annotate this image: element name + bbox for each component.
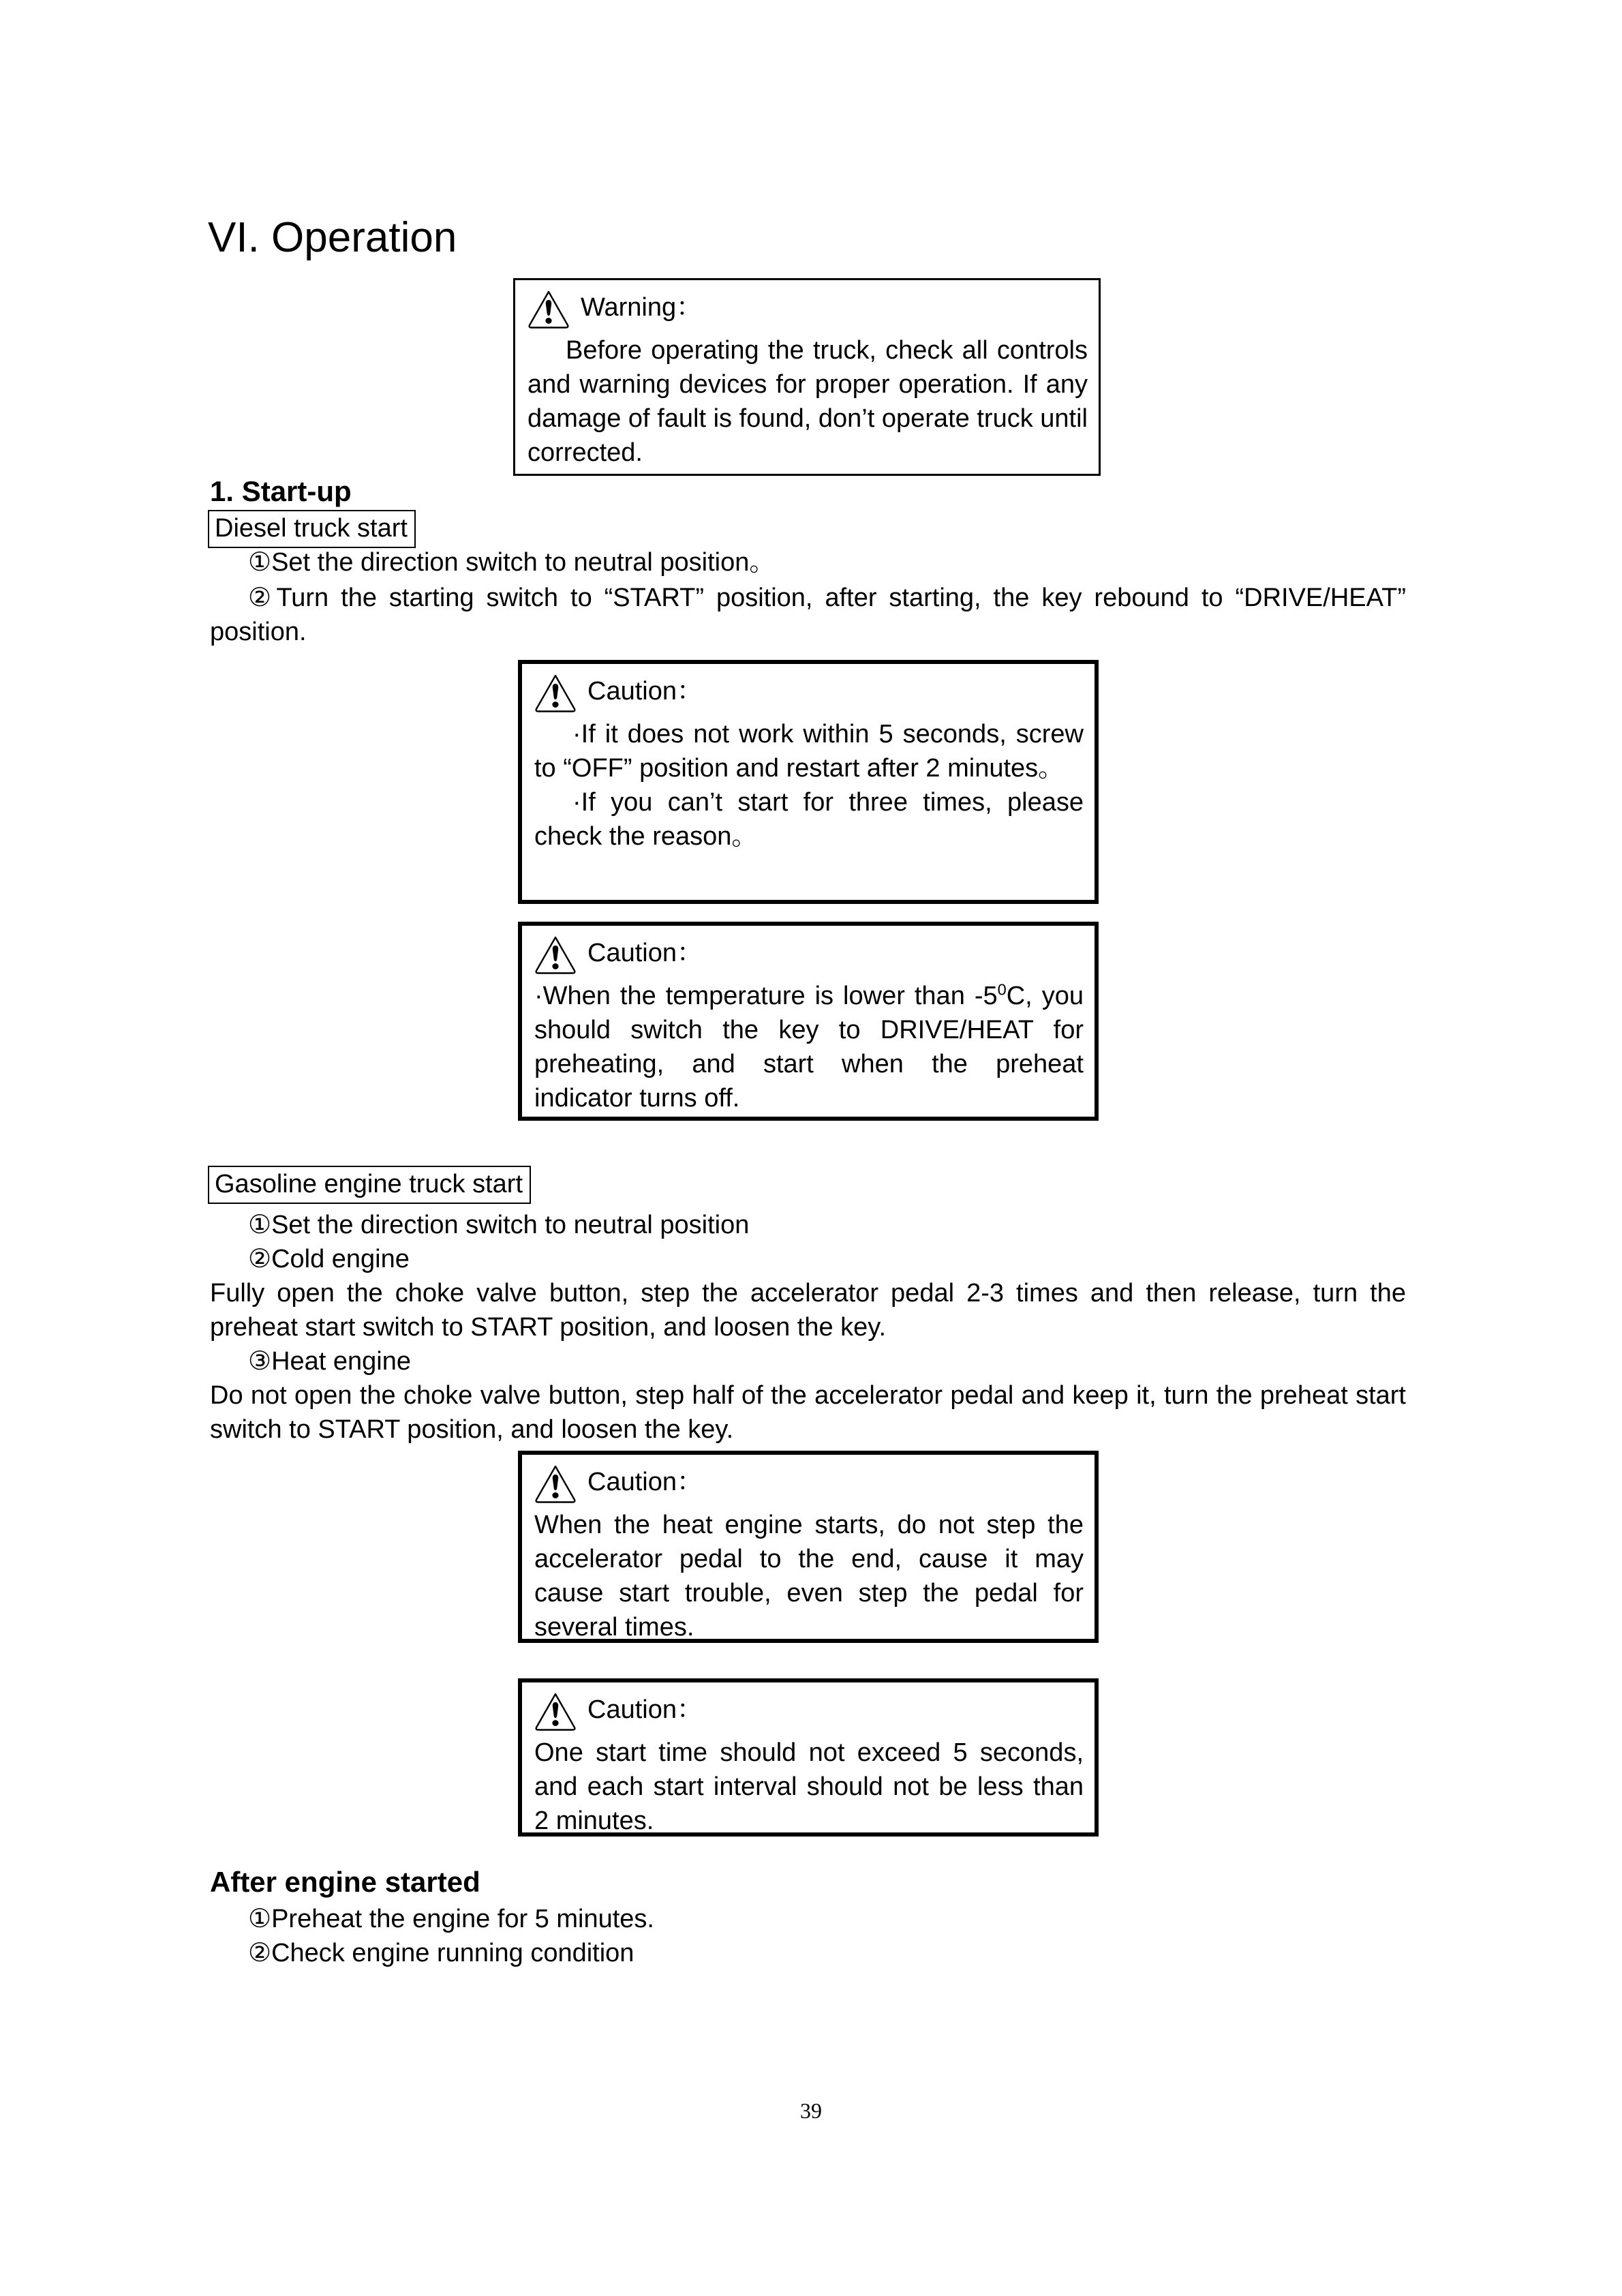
caution-label: Caution： [587, 1468, 703, 1496]
caution-1-line-1: ·If it does not work within 5 seconds, screw to “OFF” position and restart after 2 minutes。 [534, 720, 1084, 783]
diesel-step-2: ②Turn the starting switch to “START” position, after starting, the key rebound to “DRIVE/HEAT” position. [210, 584, 1406, 646]
warning-notice-header [527, 288, 1088, 332]
caution-notice-box-2 [518, 922, 1099, 1121]
gasoline-heat-engine-paragraph: Do not open the choke valve button, step half of the accelerator pedal and keep it, turn the preheat start switch to START position, and loosen the key. [210, 1381, 1406, 1444]
warning-label: Warning： [581, 293, 703, 322]
gasoline-step-1: ①Set the direction switch to neutral position [248, 1211, 750, 1239]
caution-4-header [534, 1691, 1084, 1734]
caution-2-text-pre: ·When the temperature is lower than -5 [534, 982, 998, 1010]
gasoline-engine-truck-start-label: Gasoline engine truck start [208, 1166, 531, 1204]
warning-triangle-icon [534, 1464, 577, 1504]
gasoline-step-3: ③Heat engine [248, 1347, 412, 1376]
diesel-truck-start-label: Diesel truck start [208, 510, 416, 548]
warning-triangle-icon [534, 674, 577, 713]
caution-label: Caution： [587, 1695, 703, 1724]
caution-1-header [534, 672, 1084, 716]
caution-label: Caution： [587, 677, 703, 706]
diesel-step-1: ①Set the direction switch to neutral position。 [248, 548, 776, 577]
warning-triangle-icon [527, 290, 570, 329]
warning-notice-box [513, 278, 1101, 476]
caution-label: Caution： [587, 939, 703, 967]
page-number: 39 [800, 2098, 822, 2123]
caution-1-body [534, 717, 1084, 854]
gasoline-cold-engine-paragraph: Fully open the choke valve button, step the accelerator pedal 2-3 times and then release, turn the preheat start switch to START position, and loosen the key. [210, 1279, 1406, 1342]
after-started-step-1: ①Preheat the engine for 5 minutes. [248, 1905, 654, 1933]
page-title: VI. Operation [208, 214, 457, 261]
caution-4-text: One start time should not exceed 5 seconds, and each start interval should not be less than 2 minutes. [534, 1738, 1084, 1835]
superscript-zero: 0 [997, 980, 1007, 999]
startup-heading: 1. Start-up [210, 475, 352, 507]
caution-notice-box-4 [518, 1678, 1099, 1837]
caution-1-line-2: ·If you can’t start for three times, please check the reason。 [534, 788, 1084, 851]
caution-notice-box-3 [518, 1451, 1099, 1643]
caution-2-body [534, 979, 1084, 1115]
caution-2-text [534, 979, 1084, 1115]
after-started-step-2: ②Check engine running condition [248, 1939, 634, 1967]
warning-notice-text: Before operating the truck, check all controls and warning devices for proper operation. If any damage of fault is found, don’t operate truck until corrected. [527, 336, 1088, 467]
after-engine-started-heading: After engine started [210, 1866, 480, 1898]
caution-3-header [534, 1463, 1084, 1507]
warning-triangle-icon [534, 1692, 577, 1732]
caution-2-header [534, 934, 1084, 978]
warning-notice-body [527, 333, 1088, 470]
caution-3-text: When the heat engine starts, do not step the accelerator pedal to the end, cause it may cause start trouble, even step the pedal for several times. [534, 1511, 1084, 1642]
caution-4-body [534, 1736, 1084, 1838]
warning-triangle-icon [534, 935, 577, 975]
gasoline-step-2: ②Cold engine [248, 1245, 410, 1273]
caution-2-text-post: C, you should switch the key to DRIVE/HEAT for preheating, and start when the preheat indicator turns off. [534, 982, 1084, 1113]
caution-notice-box-1 [518, 660, 1099, 904]
caution-3-body [534, 1508, 1084, 1644]
